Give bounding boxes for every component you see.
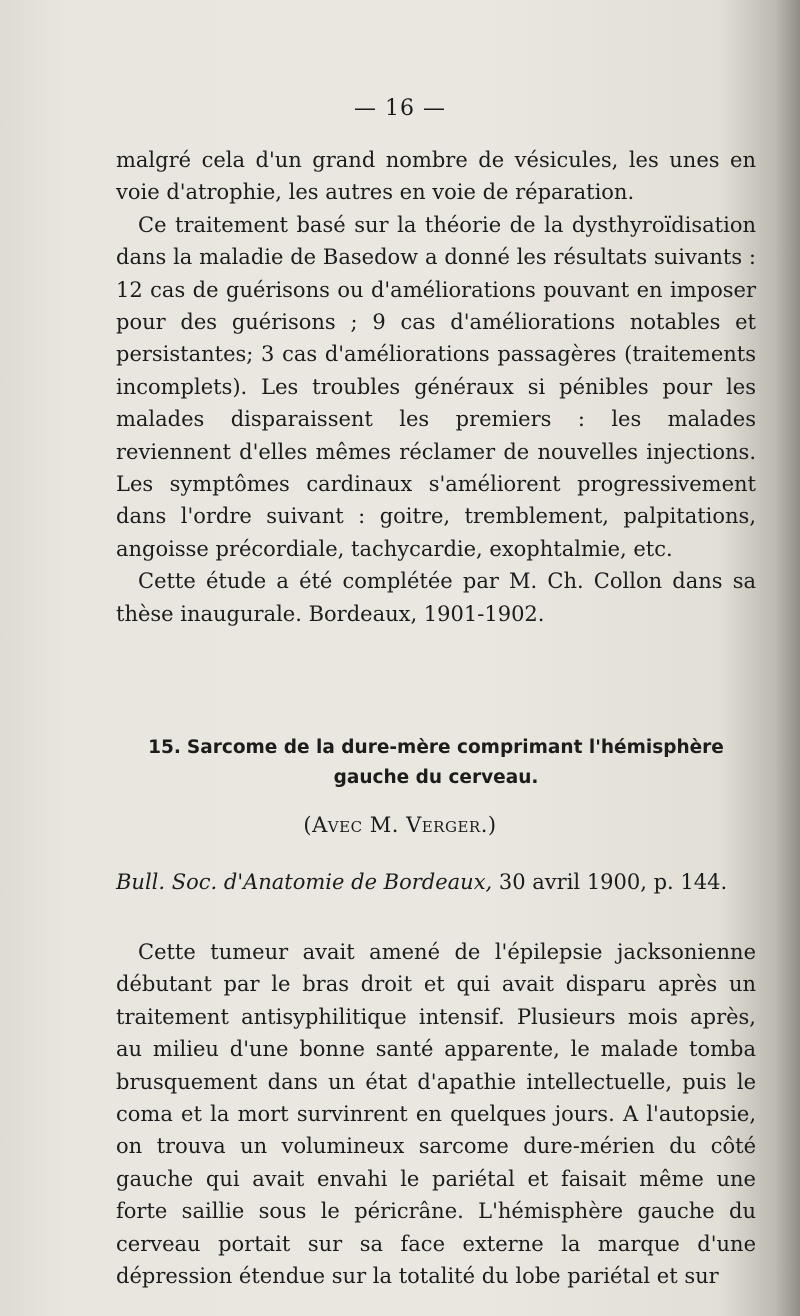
page-number: — 16 — <box>354 96 446 121</box>
paragraph-thesis-reference: Cette étude a été complétée par M. Ch. Collon dans sa thèse inaugurale. Bordeaux, 1901-1902. <box>116 569 756 626</box>
section-title: Sarcome de la dure-mère comprimant l'hémisphère gauche du cerveau. <box>186 737 724 788</box>
paragraph-case-description: Cette tumeur avait amené de l'épilepsie jacksonienne débutant par le bras droit et qui avait disparu après un traitement antisyphilitique intensif. Plusieurs mois après, au milieu d'une bonne santé apparente, le malade tomba brusquement dans un état d'apathie intellectuelle, puis le coma et la mort survinrent en quelques jours. A l'autopsie, on trouva un volumineux sarcome dure-mérien du côté gauche qui avait envahi le pariétal et faisait même une forte saillie sous le péricrâne. L'hémisphère gauche du cerveau portait sur sa face externe la marque d'une dépression étendue sur la totalité du lobe pariétal et sur <box>116 940 756 1289</box>
paragraph-treatment-results: Ce traitement basé sur la théorie de la dysthyroïdisation dans la maladie de Basedow a donné les résultats suivants : 12 cas de guérisons ou d'améliorations pouvant en imposer pour des guérisons ; 9 cas d'améliorations notables et persistantes; 3 cas d'améliorations passagères (traitements incomplets). Les troubles généraux si pénibles pour les malades disparaissent les premiers : les malades reviennent d'elles mêmes réclamer de nouvelles injections. Les symptômes cardinaux s'améliorent progressivement dans l'ordre suivant : goitre, tremblement, palpitations, angoisse précordiale, tachycardie, exophtalmie, etc. <box>116 212 756 561</box>
previous-section-text <box>116 144 756 630</box>
citation-journal: Bull. Soc. d'Anatomie de Bordeaux, <box>116 870 493 894</box>
section-number: 15. <box>148 737 181 758</box>
section-heading <box>116 733 756 793</box>
citation <box>116 866 756 898</box>
collaboration-note: (Avec M. Verger.) <box>303 813 497 837</box>
paragraph-continuation: malgré cela d'un grand nombre de vésicules, les unes en voie d'atrophie, les autres en voie de réparation. <box>116 148 756 205</box>
section-15-text <box>116 936 756 1292</box>
citation-details: 30 avril 1900, p. 144. <box>492 870 728 894</box>
